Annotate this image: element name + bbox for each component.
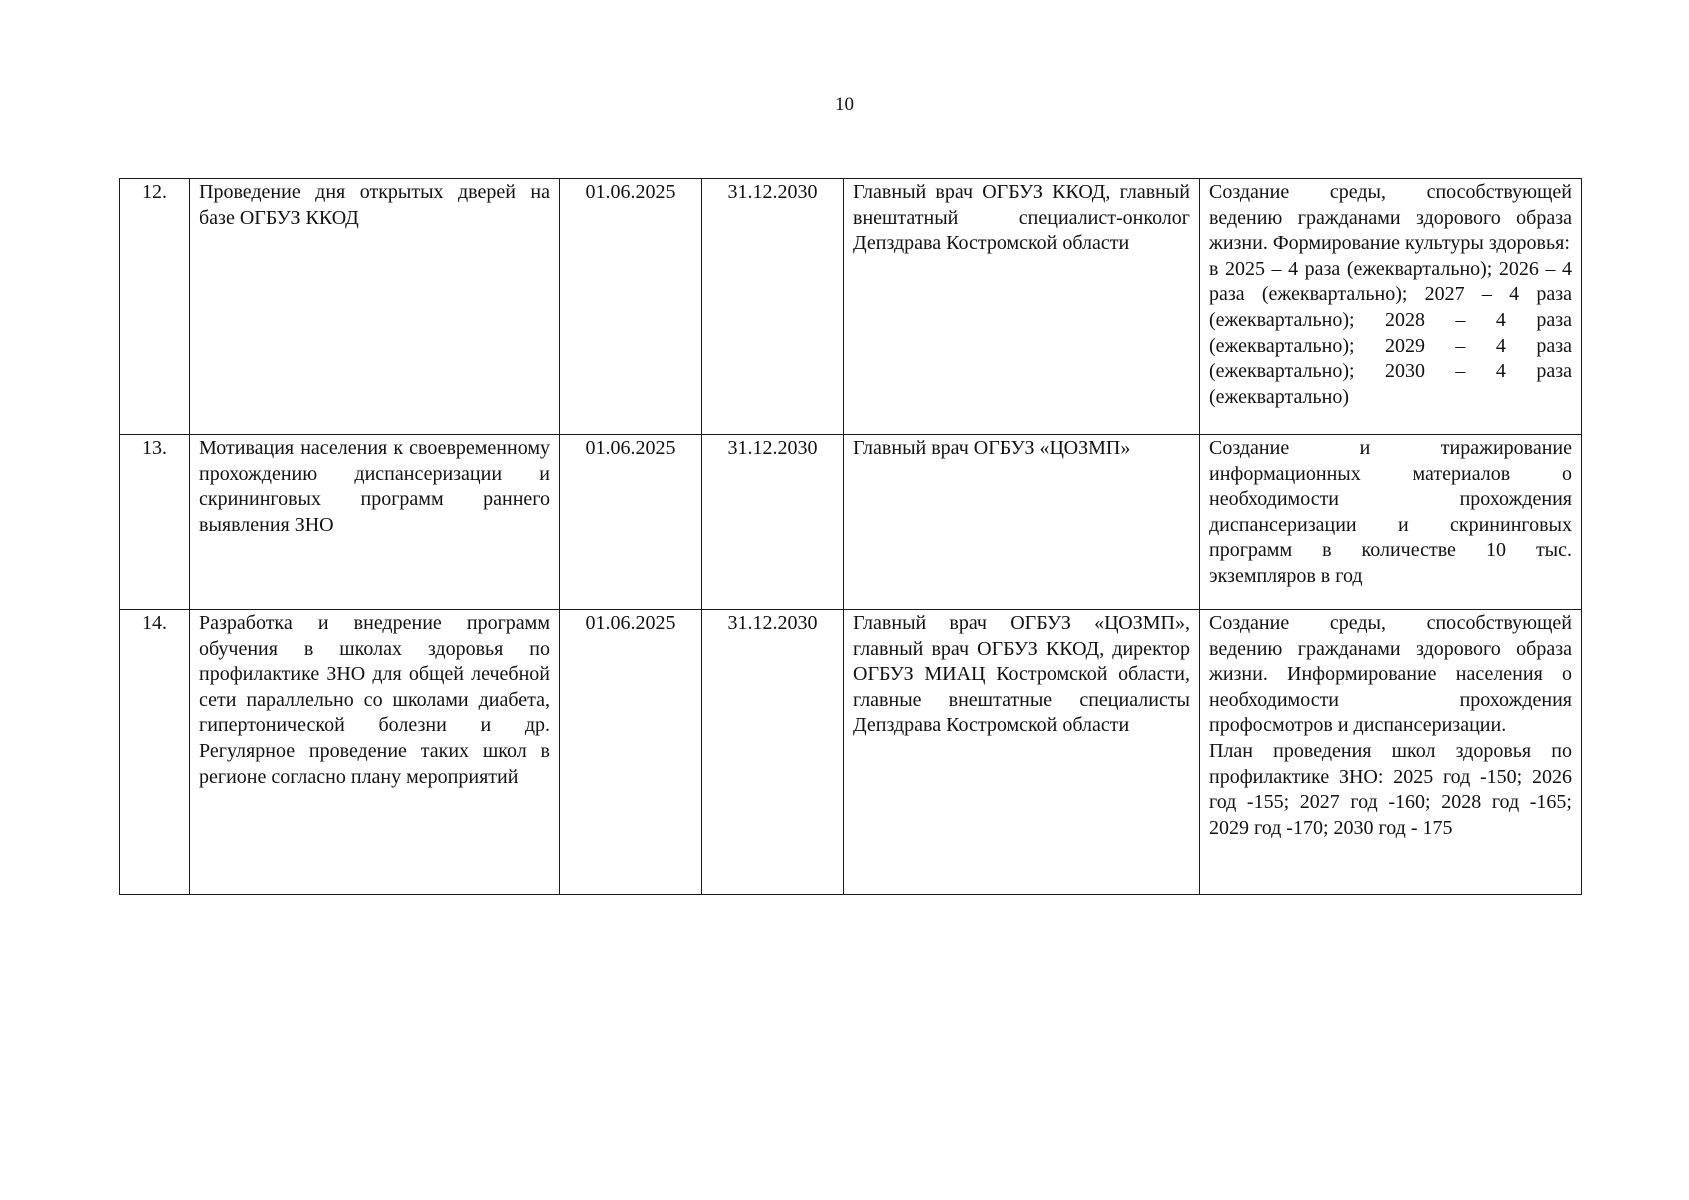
result-paragraph: План проведения школ здоровья по профилактике ЗНО: 2025 год -150; 2026 год -155; 2027 год -160; 2028 год -165; 2029 год -170; 2030 год - 175 xyxy=(1209,739,1572,839)
expected-result xyxy=(1200,610,1582,895)
start-date: 01.06.2025 xyxy=(560,179,702,435)
responsible: Главный врач ОГБУЗ «ЦОЗМП», главный врач ОГБУЗ ККОД, директор ОГБУЗ МИАЦ Костромской области, главные внештатные специалисты Депздрава Костромской области xyxy=(844,610,1200,895)
end-date: 31.12.2030 xyxy=(702,435,844,610)
end-date: 31.12.2030 xyxy=(702,179,844,435)
page-number: 10 xyxy=(835,94,854,115)
responsible: Главный врач ОГБУЗ «ЦОЗМП» xyxy=(844,435,1200,610)
row-number: 12. xyxy=(120,179,190,435)
result-paragraph: в 2025 – 4 раза (ежеквартально); 2026 – 4 раза (ежеквартально); 2027 – 4 раза (ежеквартально); 2028 – 4 раза (ежеквартально); 2029 – 4 раза (ежеквартально); 2030 – 4 раза (ежеквартально) xyxy=(1209,257,1572,408)
measure-name: Мотивация населения к своевременному прохождению диспансеризации и скрининговых программ раннего выявления ЗНО xyxy=(190,435,560,610)
row-number: 13. xyxy=(120,435,190,610)
row-number: 14. xyxy=(120,610,190,895)
end-date: 31.12.2030 xyxy=(702,610,844,895)
table-row xyxy=(120,610,1582,895)
measure-name: Разработка и внедрение программ обучения в школах здоровья по профилактике ЗНО для общей лечебной сети параллельно со школами диабета, гипертонической болезни и др. Регулярное проведение таких школ в регионе согласно плану мероприятий xyxy=(190,610,560,895)
table-row xyxy=(120,435,1582,610)
table-row xyxy=(120,179,1582,435)
result-paragraph: Создание среды, способствующей ведению гражданами здорового образа жизни. Информирование населения о необходимости прохождения профосмотров и диспансеризации. xyxy=(1209,612,1572,737)
measure-name: Проведение дня открытых дверей на базе ОГБУЗ ККОД xyxy=(190,179,560,435)
expected-result xyxy=(1200,179,1582,435)
expected-result xyxy=(1200,435,1582,610)
start-date: 01.06.2025 xyxy=(560,610,702,895)
measures-table xyxy=(119,178,1582,895)
start-date: 01.06.2025 xyxy=(560,435,702,610)
result-paragraph: Создание среды, способствующей ведению гражданами здорового образа жизни. Формирование культуры здоровья: xyxy=(1209,181,1572,255)
responsible: Главный врач ОГБУЗ ККОД, главный внештатный специалист-онколог Депздрава Костромской области xyxy=(844,179,1200,435)
result-paragraph: Создание и тиражирование информационных материалов о необходимости прохождения диспансеризации и скрининговых программ в количестве 10 тыс. экземпляров в год xyxy=(1209,437,1572,587)
